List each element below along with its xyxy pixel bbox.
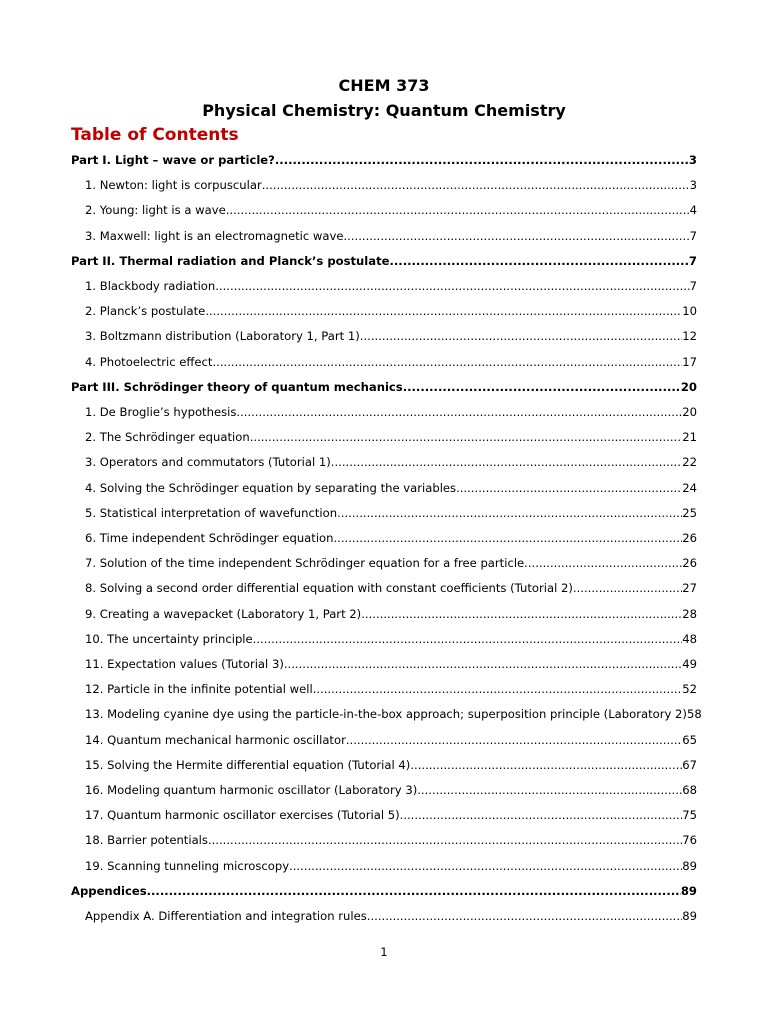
toc-entry-page: 20 — [682, 405, 697, 419]
toc-entry[interactable] — [85, 404, 697, 420]
toc-entry-page: 26 — [682, 556, 697, 571]
dot-leader — [289, 858, 682, 874]
toc-entry[interactable] — [71, 379, 697, 395]
toc-entry-label: 10. The uncertainty principle — [85, 631, 253, 646]
dot-leader — [250, 429, 683, 445]
dot-leader — [226, 202, 690, 218]
toc-entry-label: 4. Photoelectric effect — [85, 354, 213, 369]
toc-entry[interactable] — [85, 505, 697, 521]
toc-entry-label: Appendices — [71, 883, 147, 898]
dot-leader — [205, 303, 682, 319]
toc-entry-label: 2. Young: light is a wave — [85, 203, 226, 218]
toc-entry-label: 13. Modeling cyanine dye using the particle-in-the-box approach; superposition principle (Laboratory 2) — [85, 707, 687, 722]
toc-entry-page: 7 — [689, 279, 697, 293]
toc-entry-page: 22 — [682, 455, 697, 470]
dot-leader — [456, 480, 682, 496]
toc-entry-label: 3. Maxwell: light is an electromagnetic wave — [85, 228, 344, 243]
toc-entry[interactable] — [85, 454, 697, 470]
toc-entry[interactable] — [85, 354, 697, 370]
dot-leader — [334, 530, 683, 546]
dot-leader — [360, 328, 682, 344]
toc-entry-label: 1. De Broglie’s hypothesis — [85, 405, 237, 419]
toc-entry[interactable] — [85, 303, 697, 319]
dot-leader — [367, 908, 682, 924]
course-title: Physical Chemistry: Quantum Chemistry — [202, 101, 566, 120]
toc-entry-page: 20 — [680, 379, 697, 394]
dot-leader — [215, 278, 689, 294]
course-code: CHEM 373 — [338, 76, 430, 95]
toc-entry-page: 75 — [682, 808, 697, 823]
toc-entry-label: 6. Time independent Schrödinger equation — [85, 531, 334, 545]
toc-entry-page: 21 — [682, 430, 697, 445]
toc-entry[interactable] — [85, 429, 697, 445]
toc-entry-label: Part II. Thermal radiation and Planck’s postulate — [71, 253, 390, 268]
dot-leader — [212, 354, 682, 370]
toc-entry-page: 26 — [682, 531, 697, 545]
toc-entry-label: Part III. Schrödinger theory of quantum mechanics — [71, 379, 403, 394]
dot-leader — [275, 152, 689, 168]
toc-entry-label: 11. Expectation values (Tutorial 3) — [85, 657, 284, 671]
dot-leader — [573, 580, 682, 596]
toc-entry-label: 7. Solution of the time independent Schrödinger equation for a free particle — [85, 556, 525, 571]
dot-leader — [524, 555, 682, 571]
toc-entry-page: 12 — [682, 329, 697, 344]
toc-entry-page: 67 — [682, 757, 697, 772]
toc-entry[interactable] — [85, 228, 697, 244]
toc-entry[interactable] — [85, 580, 697, 596]
dot-leader — [337, 505, 682, 521]
toc-entry[interactable] — [85, 858, 697, 874]
toc-entry-page: 49 — [682, 657, 697, 671]
toc-entry-page: 3 — [688, 153, 697, 167]
toc-entry[interactable] — [85, 832, 697, 848]
toc-entry[interactable] — [85, 480, 697, 496]
toc-entry[interactable] — [85, 530, 697, 546]
toc-entry-label: 1. Newton: light is corpuscular — [85, 178, 262, 193]
toc-entry-page: 28 — [682, 606, 697, 621]
dot-leader — [262, 177, 690, 193]
toc-entry-label: 12. Particle in the infinite potential well — [85, 682, 313, 697]
page-number: 1 — [380, 945, 388, 959]
toc-entry-page: 76 — [682, 833, 697, 848]
toc-entry-page: 25 — [682, 505, 697, 520]
toc-entry[interactable] — [85, 782, 697, 798]
dot-leader — [344, 228, 690, 244]
toc-entry-page: 17 — [682, 354, 697, 369]
dot-leader — [361, 606, 682, 622]
dot-leader — [403, 379, 681, 395]
dot-leader — [284, 656, 682, 672]
toc-entry-page: 48 — [682, 631, 697, 646]
toc-entry[interactable] — [85, 732, 697, 748]
toc-entry-label: Appendix A. Differentiation and integration rules — [85, 909, 367, 923]
toc-entry[interactable] — [85, 706, 702, 722]
toc-entry-label: 18. Barrier potentials — [85, 833, 208, 848]
toc-entry[interactable] — [85, 328, 697, 344]
toc-entry[interactable] — [85, 807, 697, 823]
dot-leader — [417, 782, 682, 798]
toc-entry-page: 27 — [682, 581, 697, 596]
toc-entry-page: 4 — [689, 203, 697, 218]
dot-leader — [313, 681, 683, 697]
toc-entry[interactable] — [85, 177, 697, 193]
toc-entry-label: 3. Boltzmann distribution (Laboratory 1, Part 1) — [85, 329, 360, 344]
toc-entry-label: 2. Planck’s postulate — [85, 304, 206, 319]
toc-entry-page: 89 — [682, 858, 697, 873]
toc-entry-label: 4. Solving the Schrödinger equation by separating the variables — [85, 480, 457, 495]
toc-entry-page: 65 — [682, 732, 697, 747]
dot-leader — [147, 883, 681, 899]
toc-entry-label: 17. Quantum harmonic oscillator exercises (Tutorial 5) — [85, 808, 400, 823]
dot-leader — [346, 732, 682, 748]
toc-entry-label: 9. Creating a wavepacket (Laboratory 1, Part 2) — [85, 606, 362, 621]
toc-entry-page: 24 — [682, 480, 697, 495]
toc-entry[interactable] — [85, 555, 697, 571]
toc-entry-label: 5. Statistical interpretation of wavefunction — [85, 505, 338, 520]
toc-entry-label: 8. Solving a second order differential equation with constant coefficients (Tutorial 2) — [85, 581, 573, 596]
dot-leader — [410, 757, 682, 773]
toc-entry-label: 19. Scanning tunneling microscopy — [85, 858, 290, 873]
toc-entry-page: 3 — [689, 178, 697, 193]
dot-leader — [390, 253, 689, 269]
toc-entry-page: 10 — [682, 304, 697, 319]
toc-entry[interactable] — [85, 631, 697, 647]
toc-entry[interactable] — [85, 606, 697, 622]
toc-entry[interactable] — [85, 681, 697, 697]
toc-entry[interactable] — [85, 202, 697, 218]
toc-entry-label: 1. Blackbody radiation — [85, 279, 216, 293]
dot-leader — [331, 454, 682, 470]
toc-entry-label: 2. The Schrödinger equation — [85, 430, 250, 445]
toc-entry[interactable] — [71, 152, 697, 168]
toc-entry[interactable] — [85, 656, 697, 672]
toc-entry-label: 16. Modeling quantum harmonic oscillator (Laboratory 3) — [85, 783, 418, 797]
toc-entry[interactable] — [71, 883, 697, 899]
toc-heading: Table of Contents — [71, 125, 239, 145]
toc-entry-label: 15. Solving the Hermite differential equation (Tutorial 4) — [85, 757, 411, 772]
toc-entry-page: 89 — [682, 909, 697, 923]
toc-entry[interactable] — [71, 253, 697, 269]
toc-entry-page: 7 — [688, 253, 697, 268]
toc-entry-page: 89 — [680, 883, 697, 898]
toc-entry[interactable] — [85, 278, 697, 294]
dot-leader — [253, 631, 683, 647]
toc-entry-label: 14. Quantum mechanical harmonic oscillator — [85, 732, 346, 747]
toc-entry-label: 3. Operators and commutators (Tutorial 1) — [85, 455, 331, 470]
toc-entry-label: Part I. Light – wave or particle? — [71, 153, 275, 167]
toc-entry-page: 68 — [682, 783, 697, 797]
dot-leader — [208, 832, 682, 848]
dot-leader — [400, 807, 683, 823]
toc-entry-page: 7 — [689, 228, 697, 243]
toc-entry[interactable] — [85, 757, 697, 773]
dot-leader — [236, 404, 682, 420]
toc-entry-page: 52 — [682, 682, 697, 697]
toc-entry-page: 58 — [686, 707, 702, 722]
toc-entry[interactable] — [85, 908, 697, 924]
